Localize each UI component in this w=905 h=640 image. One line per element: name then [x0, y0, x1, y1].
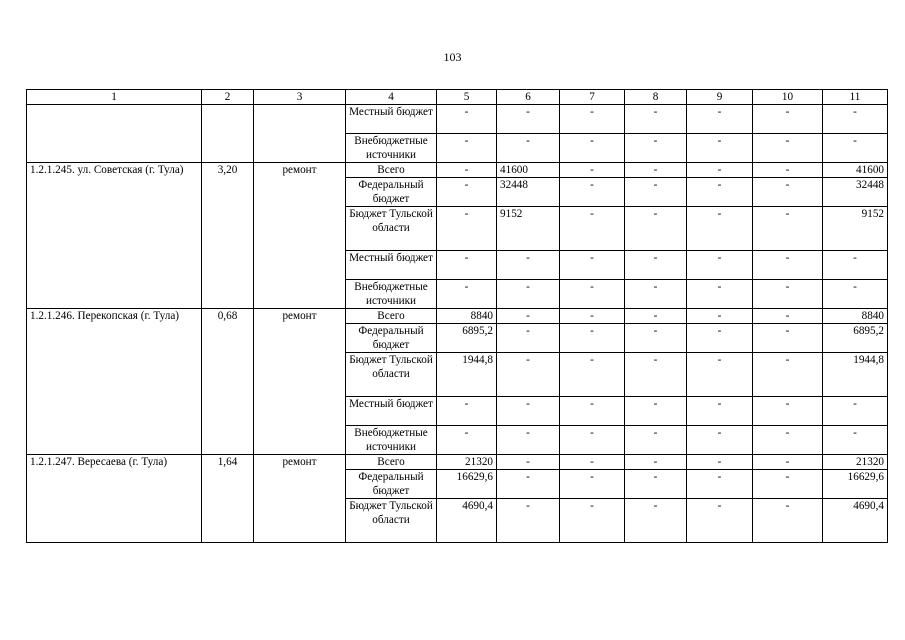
value-cell-c10: - [753, 397, 823, 426]
column-number-row [27, 90, 888, 105]
value-cell-c6: - [497, 455, 560, 470]
value-cell-c11: 32448 [823, 178, 888, 207]
work-type-cell: ремонт [254, 163, 346, 309]
value-cell-c8: - [625, 134, 687, 163]
value-cell-c8: - [625, 309, 687, 324]
financing-table [26, 89, 888, 543]
value-cell-c6: 41600 [497, 163, 560, 178]
value-cell-c7: - [560, 499, 625, 543]
value-cell-c9: - [687, 178, 753, 207]
value-cell-c9: - [687, 207, 753, 251]
column-number: 10 [753, 90, 823, 105]
value-cell-c7: - [560, 455, 625, 470]
object-name-cell [27, 163, 202, 309]
value-cell-c7: - [560, 426, 625, 455]
value-cell-c6: - [497, 470, 560, 499]
work-type-cell [254, 105, 346, 163]
value-cell-c8: - [625, 470, 687, 499]
value-cell-c8: - [625, 455, 687, 470]
value-cell-c9: - [687, 324, 753, 353]
column-number: 1 [27, 90, 202, 105]
object-name: 1.2.1.246. Перекопская (г. Тула) [30, 310, 180, 322]
value-cell-c5: - [437, 207, 497, 251]
value-cell-c5: - [437, 426, 497, 455]
value-cell-c6: 9152 [497, 207, 560, 251]
length-cell: 3,20 [202, 163, 254, 309]
funding-source: Бюджет Тульской области [346, 353, 437, 397]
value-cell-c8: - [625, 397, 687, 426]
value-cell-c8: - [625, 163, 687, 178]
page-number: 103 [443, 50, 462, 64]
funding-source: Местный бюджет [346, 397, 437, 426]
column-number: 9 [687, 90, 753, 105]
value-cell-c5: 21320 [437, 455, 497, 470]
value-cell-c11: 41600 [823, 163, 888, 178]
value-cell-c5: 8840 [437, 309, 497, 324]
value-cell-c6: - [497, 134, 560, 163]
value-cell-c7: - [560, 397, 625, 426]
length-cell [202, 105, 254, 163]
column-number: 4 [346, 90, 437, 105]
value-cell-c9: - [687, 309, 753, 324]
value-cell-c11: - [823, 251, 888, 280]
value-cell-c9: - [687, 426, 753, 455]
value-cell-c6: - [497, 397, 560, 426]
value-cell-c8: - [625, 105, 687, 134]
value-cell-c9: - [687, 280, 753, 309]
funding-source: Местный бюджет [346, 251, 437, 280]
value-cell-c9: - [687, 397, 753, 426]
funding-source: Внебюджетные источники [346, 134, 437, 163]
value-cell-c9: - [687, 163, 753, 178]
value-cell-c9: - [687, 499, 753, 543]
value-cell-c6: 32448 [497, 178, 560, 207]
value-cell-c9: - [687, 105, 753, 134]
object-name: 1.2.1.245. ул. Советская (г. Тула) [30, 164, 184, 176]
value-cell-c9: - [687, 251, 753, 280]
value-cell-c8: - [625, 499, 687, 543]
length-cell: 1,64 [202, 455, 254, 543]
value-cell-c8: - [625, 426, 687, 455]
object-name-cell [27, 455, 202, 543]
value-cell-c10: - [753, 280, 823, 309]
funding-source: Внебюджетные источники [346, 280, 437, 309]
value-cell-c6: - [497, 251, 560, 280]
value-cell-c10: - [753, 207, 823, 251]
column-number: 6 [497, 90, 560, 105]
value-cell-c6: - [497, 309, 560, 324]
column-number: 7 [560, 90, 625, 105]
value-cell-c10: - [753, 324, 823, 353]
value-cell-c8: - [625, 324, 687, 353]
value-cell-c10: - [753, 163, 823, 178]
table-row [27, 105, 888, 134]
value-cell-c7: - [560, 353, 625, 397]
value-cell-c11: - [823, 280, 888, 309]
value-cell-c7: - [560, 324, 625, 353]
value-cell-c11: 6895,2 [823, 324, 888, 353]
value-cell-c11: - [823, 426, 888, 455]
value-cell-c5: 16629,6 [437, 470, 497, 499]
value-cell-c11: 9152 [823, 207, 888, 251]
funding-source: Бюджет Тульской области [346, 499, 437, 543]
value-cell-c6: - [497, 324, 560, 353]
value-cell-c8: - [625, 178, 687, 207]
value-cell-c11: 1944,8 [823, 353, 888, 397]
value-cell-c5: 6895,2 [437, 324, 497, 353]
value-cell-c7: - [560, 163, 625, 178]
value-cell-c11: 8840 [823, 309, 888, 324]
value-cell-c11: 21320 [823, 455, 888, 470]
value-cell-c10: - [753, 499, 823, 543]
funding-source: Всего [346, 455, 437, 470]
value-cell-c10: - [753, 455, 823, 470]
value-cell-c6: - [497, 105, 560, 134]
column-number: 11 [823, 90, 888, 105]
funding-source: Бюджет Тульской области [346, 207, 437, 251]
value-cell-c10: - [753, 353, 823, 397]
value-cell-c8: - [625, 251, 687, 280]
value-cell-c10: - [753, 105, 823, 134]
table-row [27, 455, 888, 470]
value-cell-c5: 4690,4 [437, 499, 497, 543]
column-number: 3 [254, 90, 346, 105]
value-cell-c5: - [437, 178, 497, 207]
funding-source: Всего [346, 309, 437, 324]
value-cell-c11: - [823, 105, 888, 134]
value-cell-c10: - [753, 426, 823, 455]
funding-source: Внебюджетные источники [346, 426, 437, 455]
value-cell-c11: 4690,4 [823, 499, 888, 543]
value-cell-c10: - [753, 251, 823, 280]
funding-source: Федеральный бюджет [346, 178, 437, 207]
value-cell-c9: - [687, 455, 753, 470]
funding-source: Федеральный бюджет [346, 470, 437, 499]
value-cell-c7: - [560, 178, 625, 207]
object-name-cell [27, 309, 202, 455]
value-cell-c6: - [497, 280, 560, 309]
value-cell-c7: - [560, 251, 625, 280]
value-cell-c11: - [823, 134, 888, 163]
value-cell-c5: - [437, 397, 497, 426]
object-name: 1.2.1.247. Вересаева (г. Тула) [30, 456, 168, 468]
value-cell-c11: 16629,6 [823, 470, 888, 499]
value-cell-c7: - [560, 309, 625, 324]
column-number: 8 [625, 90, 687, 105]
value-cell-c6: - [497, 426, 560, 455]
value-cell-c5: - [437, 251, 497, 280]
value-cell-c9: - [687, 134, 753, 163]
value-cell-c5: 1944,8 [437, 353, 497, 397]
value-cell-c10: - [753, 470, 823, 499]
value-cell-c7: - [560, 470, 625, 499]
value-cell-c8: - [625, 353, 687, 397]
table-row [27, 309, 888, 324]
value-cell-c10: - [753, 134, 823, 163]
funding-source: Федеральный бюджет [346, 324, 437, 353]
funding-source: Местный бюджет [346, 105, 437, 134]
value-cell-c10: - [753, 178, 823, 207]
value-cell-c5: - [437, 280, 497, 309]
value-cell-c9: - [687, 353, 753, 397]
value-cell-c7: - [560, 134, 625, 163]
value-cell-c8: - [625, 280, 687, 309]
value-cell-c9: - [687, 470, 753, 499]
table-row [27, 163, 888, 178]
object-name-cell [27, 105, 202, 163]
column-number: 5 [437, 90, 497, 105]
value-cell-c6: - [497, 499, 560, 543]
work-type-cell: ремонт [254, 455, 346, 543]
value-cell-c6: - [497, 353, 560, 397]
length-cell: 0,68 [202, 309, 254, 455]
value-cell-c8: - [625, 207, 687, 251]
column-number: 2 [202, 90, 254, 105]
value-cell-c7: - [560, 105, 625, 134]
work-type-cell: ремонт [254, 309, 346, 455]
value-cell-c5: - [437, 134, 497, 163]
value-cell-c5: - [437, 105, 497, 134]
value-cell-c11: - [823, 397, 888, 426]
value-cell-c5: - [437, 163, 497, 178]
value-cell-c7: - [560, 280, 625, 309]
value-cell-c10: - [753, 309, 823, 324]
value-cell-c7: - [560, 207, 625, 251]
funding-source: Всего [346, 163, 437, 178]
